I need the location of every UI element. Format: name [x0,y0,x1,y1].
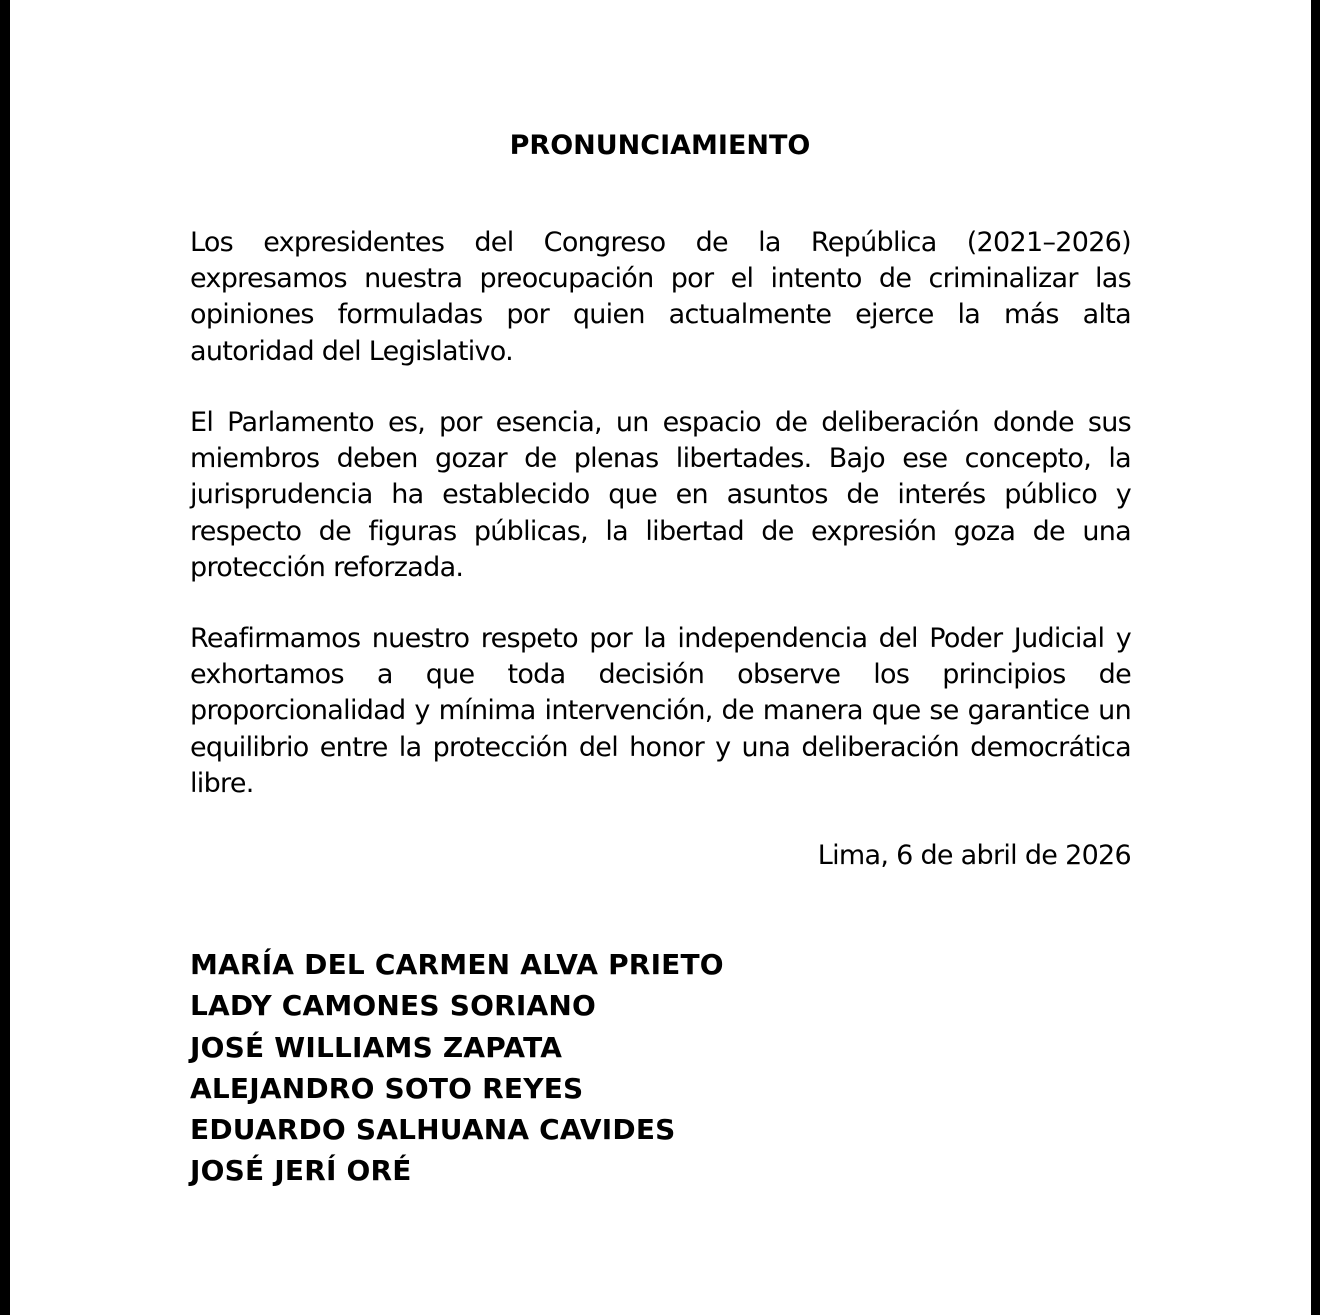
signer-name: EDUARDO SALHUANA CAVIDES [190,1113,676,1147]
place-date: Lima, 6 de abril de 2026 [817,840,1131,871]
signer-name: ALEJANDRO SOTO REYES [190,1071,584,1105]
paragraph-3: Reafirmamos nuestro respeto por la independencia del Poder Judicial y exhortamos a que toda decisión observe los principios de proporcionalidad y mínima intervención, de manera que se garantice un equilibrio entre la protección del honor y una deliberación democrática libre. [190,623,1131,799]
signer-name: LADY CAMONES SORIANO [190,989,596,1023]
signer-name: JOSÉ WILLIAMS ZAPATA [190,1030,563,1064]
signer-name: JOSÉ JERÍ ORÉ [190,1154,412,1188]
signers-list [190,944,724,1192]
document-page [10,0,1311,1315]
document-title: PRONUNCIAMIENTO [509,130,811,161]
signer-name: MARÍA DEL CARMEN ALVA PRIETO [190,948,724,981]
paragraph-2: El Parlamento es, por esencia, un espacio de deliberación donde sus miembros deben gozar de plenas libertades. Bajo ese concepto, la jurisprudencia ha establecido que en asuntos de interés público y respecto de figuras públicas, la libertad de expresión goza de una protección reforzada. [190,407,1131,583]
paragraph-1: Los expresidentes del Congreso de la República (2021–2026) expresamos nuestra preocupación por el intento de criminalizar las opiniones formuladas por quien actualmente ejerce la más alta autoridad del Legislativo. [190,227,1131,367]
